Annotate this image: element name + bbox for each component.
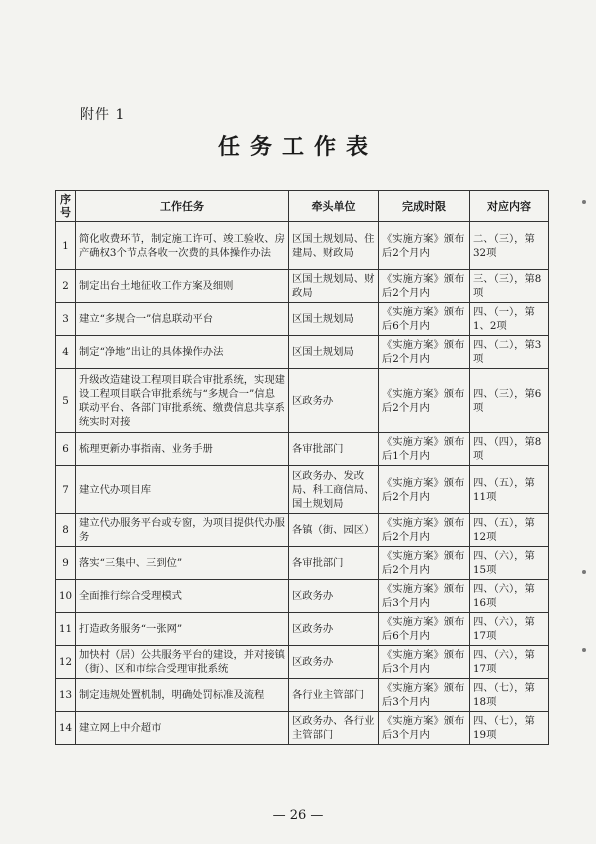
row-lead: 区国土规划局、住建局、财政局 [289, 222, 379, 270]
row-deadline: 《实施方案》颁布后2个月内 [379, 466, 470, 514]
task-table [55, 190, 549, 745]
table-row [56, 369, 549, 433]
table-row [56, 222, 549, 270]
row-lead: 区政务办 [289, 613, 379, 646]
row-lead: 各审批部门 [289, 433, 379, 466]
header-task: 工作任务 [76, 191, 289, 222]
row-no: 2 [56, 270, 76, 303]
row-lead: 各行业主管部门 [289, 679, 379, 712]
row-no: 7 [56, 466, 76, 514]
table-row [56, 613, 549, 646]
row-task: 建立网上中介超市 [76, 712, 289, 745]
binding-hole-mark [582, 200, 586, 204]
table-row [56, 303, 549, 336]
row-ref: 四、（六），第16项 [470, 580, 549, 613]
row-task: 简化收费环节，制定施工许可、竣工验收、房产确权3个节点各收一次费的具体操作办法 [76, 222, 289, 270]
row-deadline: 《实施方案》颁布后6个月内 [379, 303, 470, 336]
binding-hole-mark [582, 570, 586, 574]
row-deadline: 《实施方案》颁布后6个月内 [379, 613, 470, 646]
row-task: 加快村（居）公共服务平台的建设，并对接镇（街）、区和市综合受理审批系统 [76, 646, 289, 679]
row-lead: 区政务办 [289, 369, 379, 433]
row-task: 建立代办服务平台或专窗，为项目提供代办服务 [76, 514, 289, 547]
row-no: 10 [56, 580, 76, 613]
row-task: 梳理更新办事指南、业务手册 [76, 433, 289, 466]
row-no: 11 [56, 613, 76, 646]
row-deadline: 《实施方案》颁布后2个月内 [379, 369, 470, 433]
row-no: 12 [56, 646, 76, 679]
table-row [56, 270, 549, 303]
row-no: 9 [56, 547, 76, 580]
table-row [56, 514, 549, 547]
table-row [56, 646, 549, 679]
row-ref: 四、（三），第6项 [470, 369, 549, 433]
document-title: 任务工作表 [217, 135, 378, 160]
row-ref: 四、（七），第19项 [470, 712, 549, 745]
row-ref: 四、（五），第12项 [470, 514, 549, 547]
row-deadline: 《实施方案》颁布后2个月内 [379, 336, 470, 369]
table-body [56, 222, 549, 745]
row-ref: 四、（二），第3项 [470, 336, 549, 369]
row-no: 4 [56, 336, 76, 369]
row-lead: 区政务办 [289, 646, 379, 679]
row-no: 13 [56, 679, 76, 712]
row-ref: 四、（七），第18项 [470, 679, 549, 712]
table-row [56, 679, 549, 712]
row-ref: 三、（三），第8项 [470, 270, 549, 303]
header-no: 序号 [56, 191, 76, 222]
row-lead: 区国土规划局 [289, 303, 379, 336]
row-lead: 各镇（街、园区） [289, 514, 379, 547]
row-deadline: 《实施方案》颁布后2个月内 [379, 547, 470, 580]
row-lead: 区政务办、各行业主管部门 [289, 712, 379, 745]
row-no: 14 [56, 712, 76, 745]
row-task: 制定出台土地征收工作方案及细则 [76, 270, 289, 303]
row-ref: 四、（五），第11项 [470, 466, 549, 514]
row-no: 8 [56, 514, 76, 547]
row-lead: 区政务办、发改局、科工商信局、国土规划局 [289, 466, 379, 514]
row-no: 5 [56, 369, 76, 433]
row-task: 制定“净地”出让的具体操作办法 [76, 336, 289, 369]
table-row [56, 580, 549, 613]
row-task: 建立“多规合一”信息联动平台 [76, 303, 289, 336]
header-lead: 牵头单位 [289, 191, 379, 222]
row-lead: 区政务办 [289, 580, 379, 613]
row-deadline: 《实施方案》颁布后2个月内 [379, 222, 470, 270]
row-ref: 四、（一），第1、2项 [470, 303, 549, 336]
row-lead: 各审批部门 [289, 547, 379, 580]
row-deadline: 《实施方案》颁布后3个月内 [379, 580, 470, 613]
table-row [56, 336, 549, 369]
row-task: 建立代办项目库 [76, 466, 289, 514]
table-row [56, 466, 549, 514]
row-task: 落实“三集中、三到位” [76, 547, 289, 580]
row-deadline: 《实施方案》颁布后2个月内 [379, 270, 470, 303]
table-row [56, 712, 549, 745]
row-task: 升级改造建设工程项目联合审批系统，实现建设工程项目联合审批系统与“多规合一”信息联动平台、各部门审批系统、缴费信息共享系统实时对接 [76, 369, 289, 433]
row-ref: 四、（四），第8项 [470, 433, 549, 466]
row-no: 1 [56, 222, 76, 270]
row-no: 3 [56, 303, 76, 336]
row-deadline: 《实施方案》颁布后3个月内 [379, 646, 470, 679]
row-lead: 区国土规划局、财政局 [289, 270, 379, 303]
row-ref: 四、（六），第17项 [470, 613, 549, 646]
row-ref: 二、（三），第32项 [470, 222, 549, 270]
row-deadline: 《实施方案》颁布后3个月内 [379, 679, 470, 712]
row-deadline: 《实施方案》颁布后1个月内 [379, 433, 470, 466]
row-no: 6 [56, 433, 76, 466]
row-ref: 四、（六），第15项 [470, 547, 549, 580]
row-lead: 区国土规划局 [289, 336, 379, 369]
table-header-row [56, 191, 549, 222]
binding-hole-mark [582, 648, 586, 652]
row-task: 制定违规处置机制，明确处罚标准及流程 [76, 679, 289, 712]
header-ref: 对应内容 [470, 191, 549, 222]
attachment-label: 附件 1 [80, 107, 126, 123]
row-deadline: 《实施方案》颁布后2个月内 [379, 514, 470, 547]
row-deadline: 《实施方案》颁布后3个月内 [379, 712, 470, 745]
page-number: — 26 — [272, 808, 324, 823]
row-task: 全面推行综合受理模式 [76, 580, 289, 613]
table-row [56, 433, 549, 466]
row-task: 打造政务服务“一张网” [76, 613, 289, 646]
row-ref: 四、（六），第17项 [470, 646, 549, 679]
header-deadline: 完成时限 [379, 191, 470, 222]
table-row [56, 547, 549, 580]
